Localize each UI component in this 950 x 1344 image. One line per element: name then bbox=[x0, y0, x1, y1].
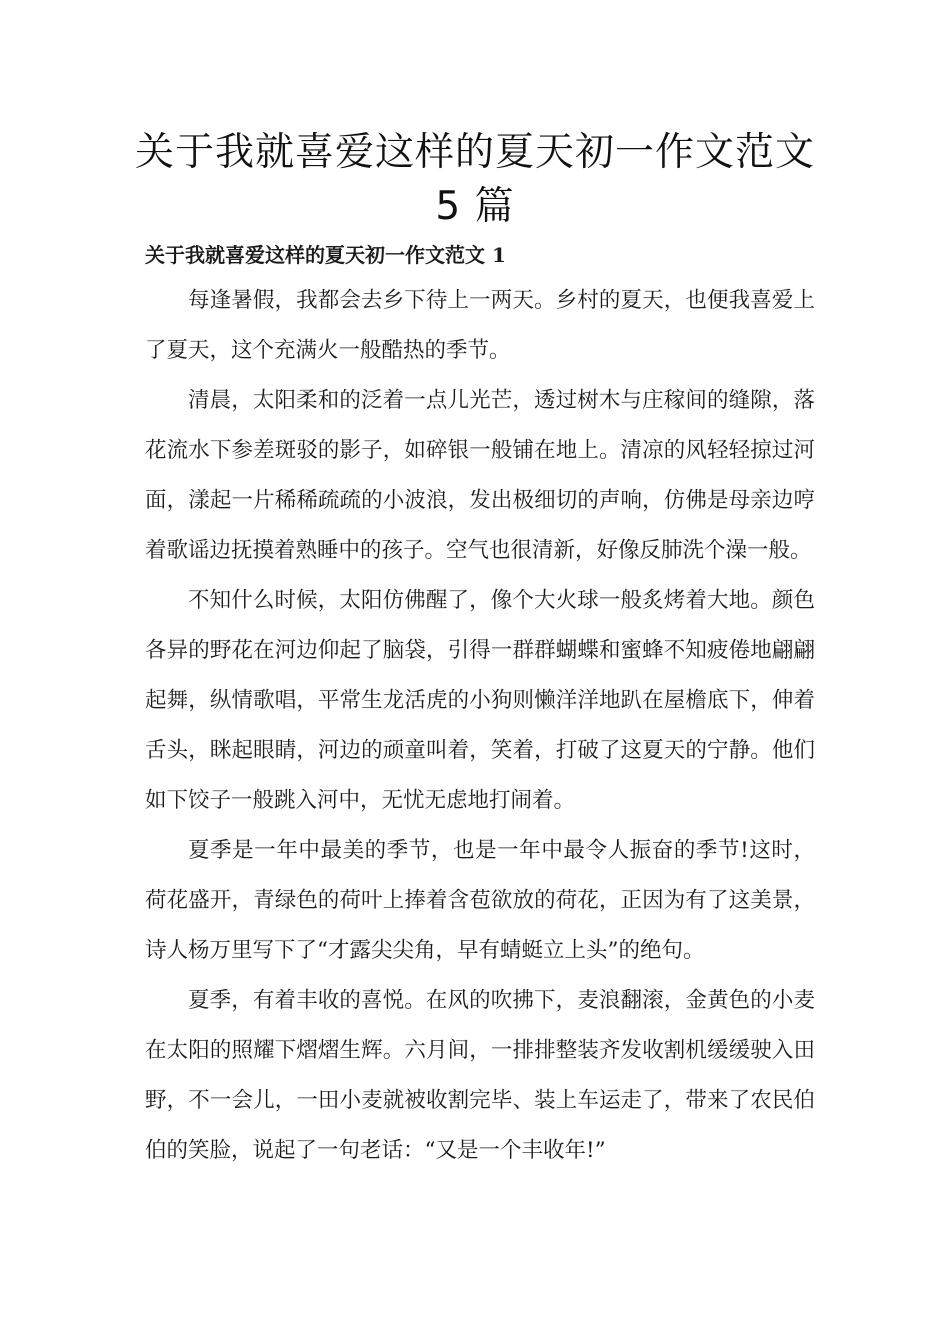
article-body bbox=[145, 276, 815, 1176]
paragraph: 每逢暑假，我都会去乡下待上一两天。乡村的夏天，也便我喜爱上了夏天，这个充满火一般酷热的季节。 bbox=[145, 288, 815, 363]
document-title bbox=[120, 126, 830, 234]
paragraph: 清晨，太阳柔和的泛着一点儿光芒，透过树木与庄稼间的缝隙，落花流水下参差斑驳的影子，如碎银一般铺在地上。清凉的风轻轻掠过河面，漾起一片稀稀疏疏的小波浪，发出极细切的声响，仿佛是母亲边哼着歌谣边抚摸着熟睡中的孩子。空气也很清新，好像反肺洗个澡一般。 bbox=[145, 388, 815, 563]
document-title-line-1: 关于我就喜爱这样的夏天初一作文范文 bbox=[134, 130, 815, 175]
paragraph: 夏季，有着丰收的喜悦。在风的吹拂下，麦浪翻滚，金黄色的小麦在太阳的照耀下熠熠生辉。六月间，一排排整装齐发收割机缓缓驶入田野，不一会儿，一田小麦就被收割完毕、装上车运走了，带来了农民伯伯的笑脸，说起了一句老话：“又是一个丰收年!” bbox=[145, 988, 815, 1163]
paragraph: 夏季是一年中最美的季节，也是一年中最令人振奋的季节!这时，荷花盛开，青绿色的荷叶上捧着含苞欲放的荷花，正因为有了这美景，诗人杨万里写下了“才露尖尖角，早有蜻蜓立上头”的绝句。 bbox=[145, 838, 815, 963]
document-title-line-2: 5 篇 bbox=[435, 184, 515, 229]
section-heading: 关于我就喜爱这样的夏天初一作文范文 1 bbox=[145, 243, 506, 267]
paragraph: 不知什么时候，太阳仿佛醒了，像个大火球一般炙烤着大地。颜色各异的野花在河边仰起了脑袋，引得一群群蝴蝶和蜜蜂不知疲倦地翩翩起舞，纵情歌唱，平常生龙活虎的小狗则懒洋洋地趴在屋檐底下，伸着舌头，眯起眼睛，河边的顽童叫着，笑着，打破了这夏天的宁静。他们如下饺子一般跳入河中，无忧无虑地打闹着。 bbox=[145, 588, 815, 813]
